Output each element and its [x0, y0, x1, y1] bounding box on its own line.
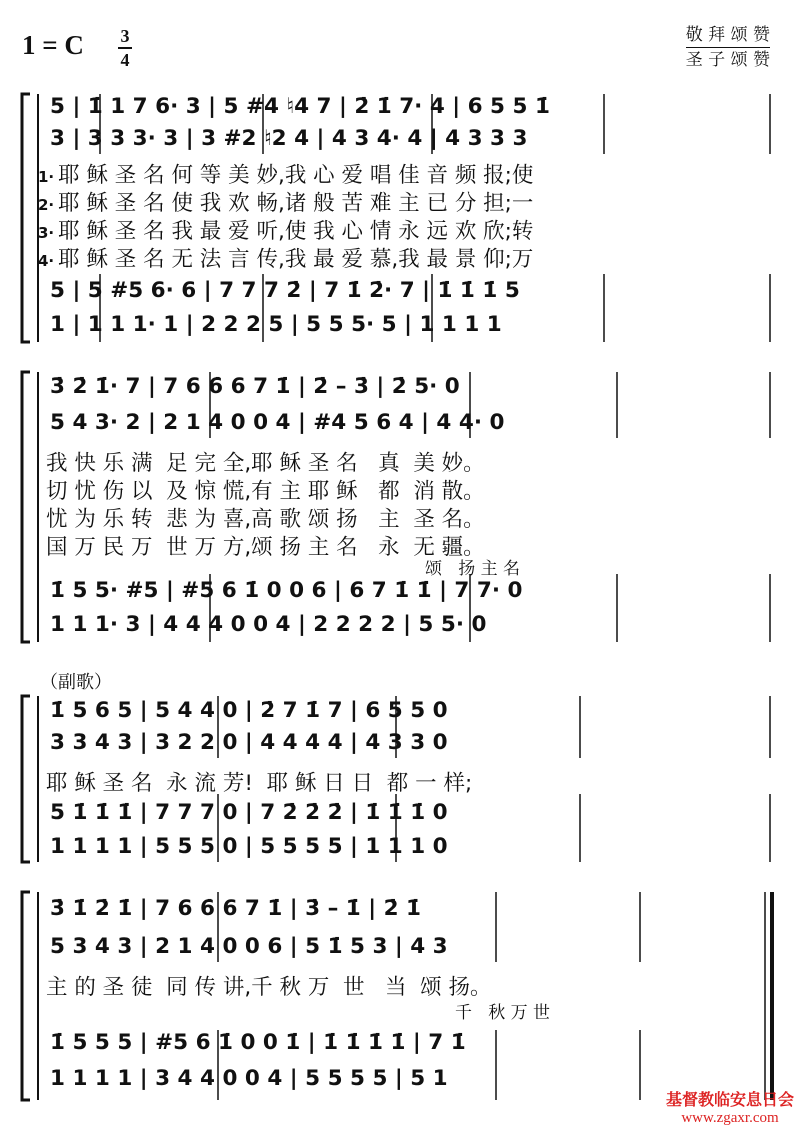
staff-3: 5 1̇ 1̇ 1̇ | 7 7 7 0 | 7 2̇ 2̇ 2̇ | 1̇ 1̇ 1̇ 0 [50, 800, 448, 825]
time-signature [118, 26, 132, 70]
staff-3: 1̇ 5 5· #5 | #5 6 1̇ 0 0 6 | 6 7 1̇ 1̇ | 7 7· 0 [50, 578, 523, 603]
staff-3: 1̇ 5 5 5 | #5 6 1̇ 0 0 1̇ | 1̇ 1̇ 1̇ 1̇ | 7 1̇ [50, 1030, 466, 1055]
verse-4-lyric: 4· 耶 稣 圣 名 无 法 言 传,我 最 爱 慕,我 最 景 仰;万 [38, 247, 534, 272]
verse-4-lyric: 国 万 民 万 世 万 方,颂 扬 主 名 永 无 疆。 [46, 535, 485, 560]
staff-1: 5 | 1̇ 1 7 6· 3 | 5 #4 ♮4 7 | 2̇ 1̇ 7· 4 | 6 5 5 1̇ [50, 94, 550, 119]
chorus-lyric: 耶 稣 圣 名 永 流 芳! 耶 稣 日 日 都 一 样; [46, 771, 473, 796]
staff-4: 1 1 1· 3 | 4 4 4 0 0 4 | 2 2 2 2 | 5 5· 0 [50, 612, 487, 637]
staff-2: 5 3 4 3 | 2 1 4 0 0 6 | 5 1̇ 5 3 | 4 3 [50, 934, 448, 959]
verse-3-lyric: 忧 为 乐 转 悲 为 喜,高 歌 颂 扬 主 圣 名。 [46, 507, 485, 532]
hymn-category [686, 24, 770, 71]
site-watermark [666, 1087, 794, 1127]
staff-2: 3 3 4 3 | 3 2 2 0 | 4 4 4 4 | 4 3 3 0 [50, 730, 448, 755]
verse-1-lyric: 我 快 乐 满 足 完 全,耶 稣 圣 名 真 美 妙。 [46, 451, 485, 476]
category-rule [686, 47, 770, 48]
staff-1: 3̇ 1̇ 2̇ 1̇ | 7 6 6̇ 6 7 1̇ | 3̇ – 1̇ | 2̇ 1̇ [50, 896, 421, 921]
verse-2-lyric: 2· 耶 稣 圣 名 使 我 欢 畅,诸 般 苦 难 主 已 分 担;一 [38, 191, 534, 216]
inner-voice-lyric: 颂 扬 主 名 [425, 559, 521, 579]
watermark-name: 基督教临安息日会 [665, 1090, 794, 1109]
time-signature-top: 3 [120, 26, 130, 46]
system-3 [0, 690, 800, 870]
time-signature-bottom: 4 [120, 50, 130, 70]
time-signature-bar [118, 47, 132, 49]
chorus-lyric: 主 的 圣 徒 同 传 讲,千 秋 万 世 当 颂 扬。 [46, 975, 492, 1000]
verse-1-lyric: 1· 耶 稣 圣 名 何 等 美 妙,我 心 爱 唱 佳 音 频 报;使 [38, 163, 534, 188]
staff-3: 5 | 5 #5 6· 6 | 7 7 7 2̇ | 7 1̇ 2̇· 7 | 1̇ 1̇ 1̇ 5 [50, 278, 520, 303]
verse-2-lyric: 切 忧 伤 以 及 惊 慌,有 主 耶 稣 都 消 散。 [46, 479, 485, 504]
system-2 [0, 366, 800, 648]
watermark-url: www.zgaxr.com [681, 1110, 779, 1126]
staff-1: 1̇ 5 6 5 | 5 4 4 0 | 2̇ 7 1̇ 7 | 6 5 5 0 [50, 698, 448, 723]
category-line-2: 圣 子 颂 赞 [685, 50, 770, 70]
staff-2: 5 4 3· 2 | 2 1 4 0 0 4 | #4 5 6 4 | 4 4· 0 [50, 410, 505, 435]
staff-4: 1 1 1 1 | 5 5 5 0 | 5 5 5 5 | 1 1 1 0 [50, 834, 448, 859]
key-signature: 1 = C [22, 30, 84, 60]
staff-1: 3̇ 2̇ 1̇· 7 | 7 6 6̇ 6 7 1̇ | 2̇ – 3̇ | 2̇ 5· 0 [50, 374, 460, 399]
staff-4: 1 | 1 1 1· 1 | 2 2 2 5 | 5 5 5· 5 | 1 1 1 1 [50, 312, 502, 337]
verse-3-lyric: 3· 耶 稣 圣 名 我 最 爱 听,使 我 心 情 永 远 欢 欣;转 [38, 219, 534, 244]
staff-4: 1 1 1 1 | 3 4 4 0 0 4 | 5 5 5 5 | 5 1 [50, 1066, 448, 1091]
inner-voice-lyric: 千 秋 万 世 [455, 1003, 551, 1023]
staff-2: 3 | 3 3 3· 3 | 3 #2 ♮2 4 | 4 3 4· 4 | 4 3 3 3 [50, 126, 528, 151]
system-1 [0, 88, 800, 348]
category-line-1: 敬 拜 颂 赞 [685, 25, 770, 45]
system-4 [0, 886, 800, 1106]
chorus-label: （副歌） [40, 672, 112, 693]
